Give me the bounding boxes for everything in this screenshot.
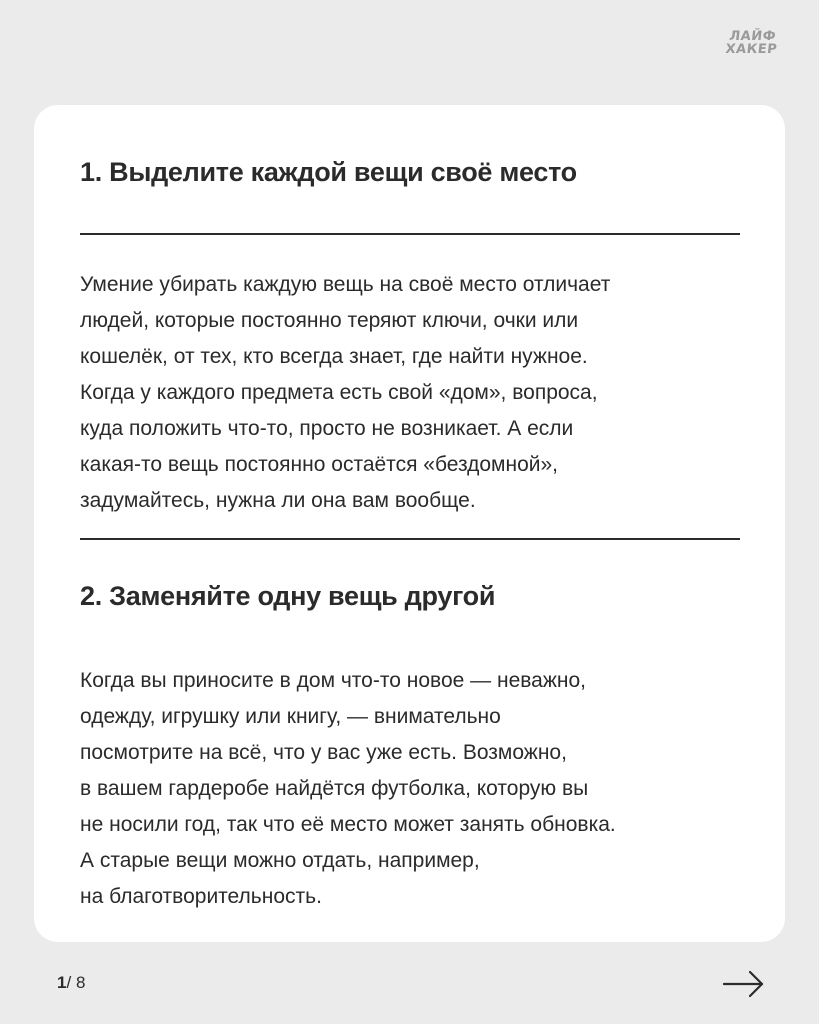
text-line: Когда у каждого предмета есть свой «дом», вопроса,: [80, 381, 598, 404]
text-line: людей, которые постоянно теряют ключи, очки или: [80, 309, 579, 332]
text-line: посмотрите на всё, что у вас уже есть. Возможно,: [80, 741, 567, 764]
arrow-right-icon: [722, 966, 766, 1002]
text-line: Когда вы приносите в дом что-то новое — неважно,: [80, 669, 587, 692]
page-separator: /: [66, 973, 72, 992]
section-2-title: 2. Заменяйте одну вещь другой: [80, 581, 496, 611]
text-line: в вашем гардеробе найдётся футболка, которую вы: [80, 777, 589, 800]
text-line: задумайтесь, нужна ли она вам вообще.: [80, 489, 476, 512]
text-line: не носили год, так что её место может занять обновка.: [80, 813, 616, 836]
text-line: на благотворительность.: [80, 885, 322, 908]
total-pages: 8: [75, 973, 86, 992]
text-line: одежду, игрушку или книгу, — внимательно: [80, 705, 501, 728]
section-1-text: [80, 267, 740, 519]
brand-logo-line1: ЛАЙФ: [728, 29, 777, 44]
text-line: кошелёк, от тех, кто всегда знает, где найти нужное.: [80, 345, 588, 368]
text-line: куда положить что-то, просто не возникает. А если: [80, 417, 574, 440]
divider-middle: [80, 538, 740, 540]
text-line: Умение убирать каждую вещь на своё место отличает: [80, 273, 611, 296]
page-indicator: [57, 973, 85, 993]
section-2-text: [80, 663, 740, 915]
text-line: А старые вещи можно отдать, например,: [80, 849, 480, 872]
divider-top: [80, 233, 740, 235]
text-line: какая-то вещь постоянно остаётся «бездомной»,: [80, 453, 559, 476]
brand-logo: [719, 30, 786, 56]
next-page-button[interactable]: [722, 966, 766, 1002]
brand-logo-line2: ХАКЕР: [724, 42, 778, 57]
section-1-title: 1. Выделите каждой вещи своё место: [80, 157, 577, 187]
current-page: 1: [57, 973, 67, 992]
content-card: [34, 105, 785, 942]
